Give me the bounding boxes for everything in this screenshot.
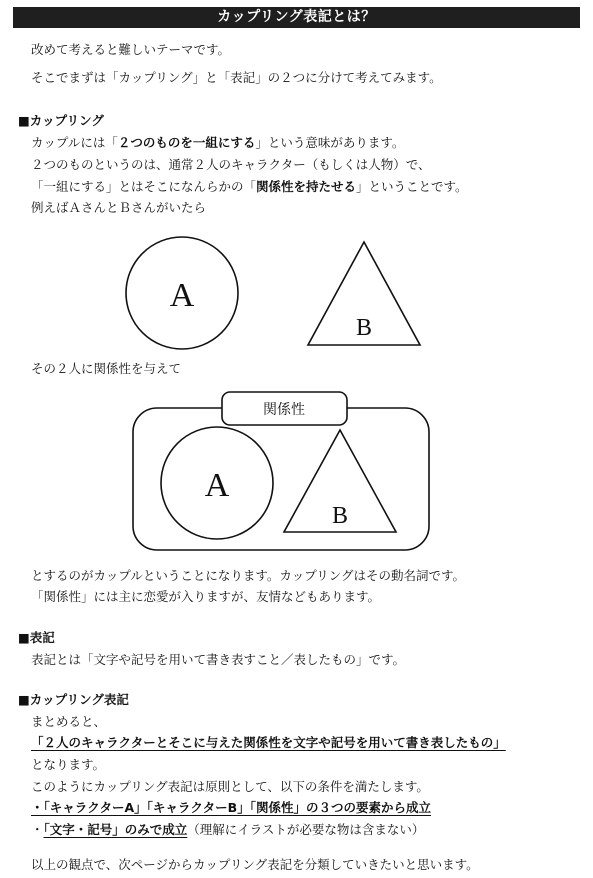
section-heading-notation: ■表記 [18, 630, 55, 645]
section-heading-coupling-notation: ■カップリング表記 [18, 692, 129, 707]
coupling-line-2: ２つのものというのは、通常２人のキャラクター（もしくは人物）で、 [31, 157, 431, 172]
summary-line-3: となります。 [31, 757, 106, 772]
summary-line-1: まとめると、 [31, 714, 107, 729]
page-title: カップリング表記とは？ [13, 7, 580, 28]
summary-definition: 「２人のキャラクターとそこに与えた関係性を文字や記号を用いて書き表したもの」 [31, 735, 506, 750]
figure-relationship [126, 388, 436, 558]
coupling-line-3: 「一組にする」とはそこになんらかの「関係性を持たせる」ということです。 [31, 179, 468, 194]
after-line-1: とするのがカップルということになります。カップリングはその動名詞です。 [31, 568, 466, 583]
notation-text: 表記とは「文字や記号を用いて書き表すこと／表したもの」です。 [31, 652, 406, 667]
condition-1: ・「キャラクターA」「キャラクターB」「関係性」の３つの要素から成立 [31, 800, 431, 815]
coupling-line-4: 例えばＡさんとＢさんがいたら [31, 200, 207, 215]
summary-line-4: このようにカップリング表記は原則として、以下の条件を満たします。 [31, 779, 429, 794]
intro-line-1: 改めて考えると難しいテーマです。 [31, 42, 231, 57]
relationship-label: 関係性 [263, 402, 305, 418]
relationship-frame [133, 408, 429, 550]
character-b-label: B [331, 503, 349, 529]
figure-two-characters [120, 235, 440, 355]
character-a-label: A [169, 277, 195, 314]
intro-line-2: そこでまずは「カップリング」と「表記」の２つに分けて考えてみます。 [31, 70, 442, 85]
condition-2: ・「文字・記号」のみで成立（理解にイラストが必要な物は含まない） [31, 822, 425, 837]
closing-text: 以上の観点で、次ページからカップリング表記を分類していきたいと思います。 [31, 857, 479, 872]
mid-text: その２人に関係性を与えて [31, 361, 182, 376]
after-line-2: 「関係性」には主に恋愛が入りますが、友情などもあります。 [31, 589, 381, 604]
coupling-line-1: カップルには「２つのものを一組にする」という意味があります。 [31, 135, 405, 150]
section-heading-coupling: ■カップリング [18, 113, 104, 128]
character-b-label: B [355, 315, 373, 341]
character-a-label: A [204, 467, 230, 504]
